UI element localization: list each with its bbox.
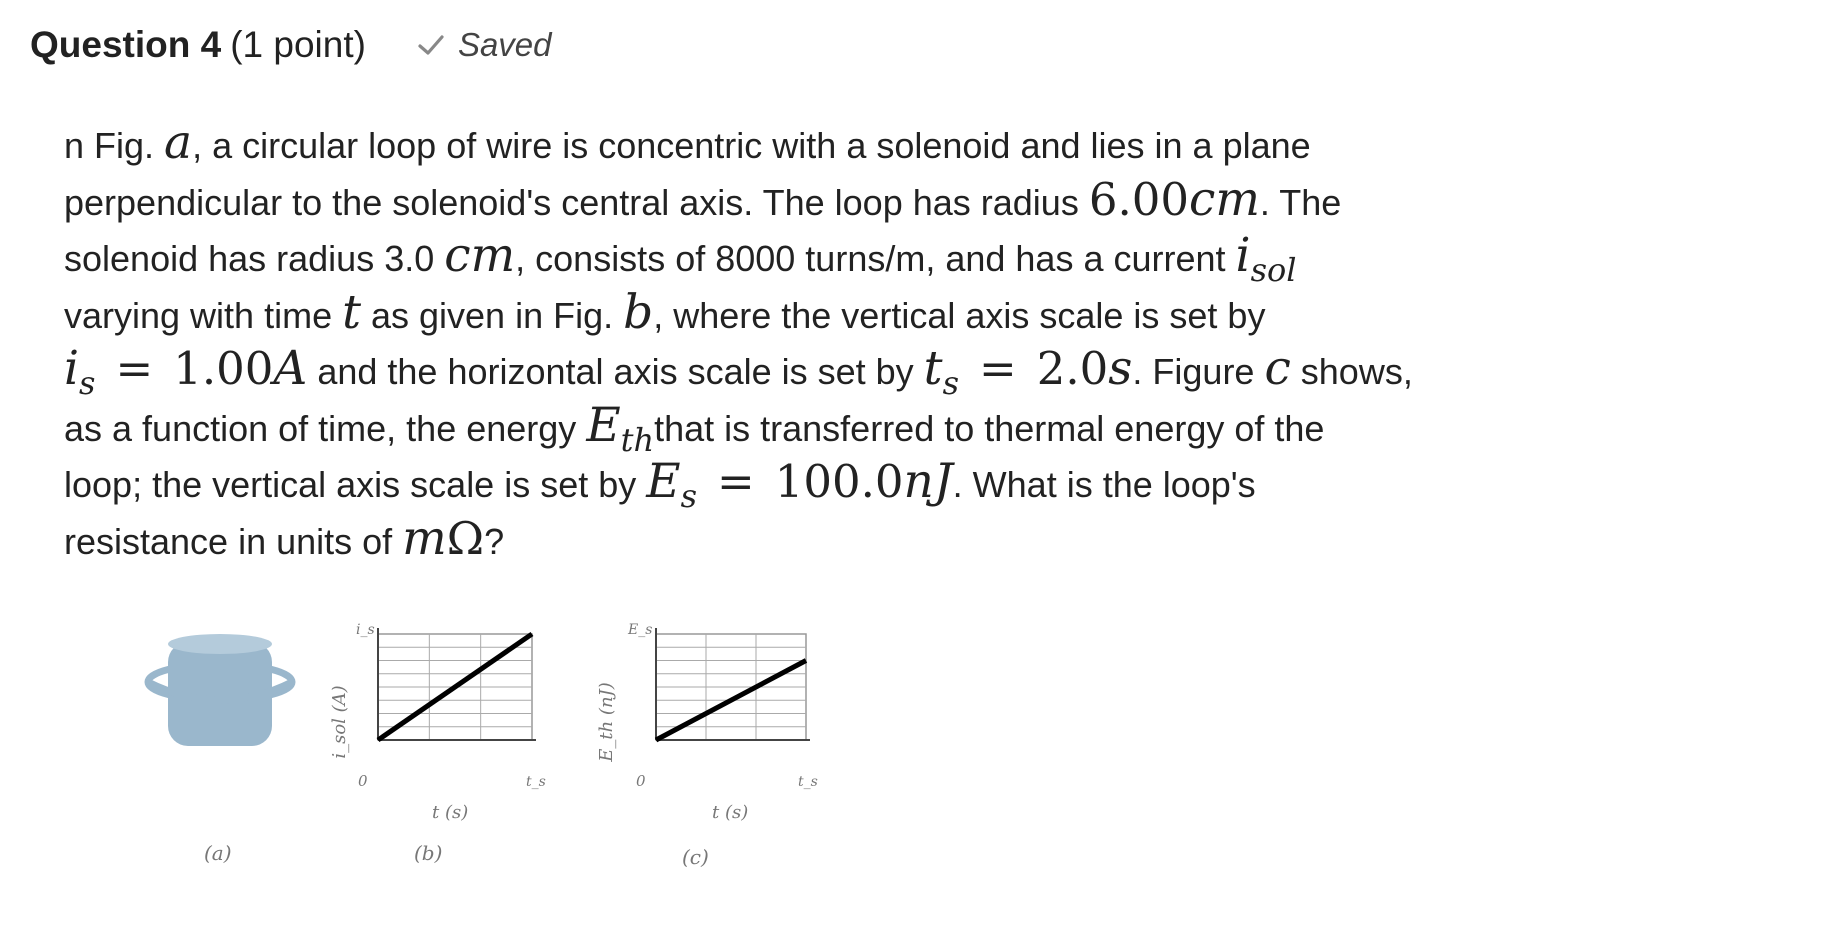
- c-ylabel: E_th (nJ): [596, 682, 617, 762]
- text: n Fig.: [64, 125, 165, 166]
- math-equals: =: [978, 342, 1017, 395]
- c-xend: t_s: [798, 774, 818, 790]
- question-title: Question 4: [30, 24, 222, 65]
- figure-svg: [130, 600, 990, 900]
- math-subscript: s: [79, 364, 96, 402]
- math-unit: m: [402, 510, 447, 566]
- text: solenoid has radius 3.0: [64, 238, 445, 279]
- saved-text: Saved: [457, 26, 552, 63]
- text: loop; the vertical axis scale is set by: [64, 464, 647, 505]
- question-line: [64, 454, 1524, 515]
- question-line: [64, 171, 1524, 232]
- question-line: [64, 228, 1524, 289]
- text: resistance in units of: [64, 520, 403, 562]
- b-xend: t_s: [526, 774, 546, 790]
- math-unit: Ω: [446, 511, 485, 565]
- text: as given in Fig.: [360, 294, 624, 336]
- panel-b-chart: [329, 622, 546, 865]
- text: shows,: [1290, 351, 1413, 392]
- text: ?: [484, 520, 505, 562]
- panel-a-solenoid: [148, 634, 292, 865]
- saved-status: [416, 26, 552, 64]
- text: . What is the loop's: [952, 464, 1256, 505]
- math-var: i: [64, 341, 80, 396]
- math-var: t: [923, 341, 943, 396]
- panel-c-label: (c): [682, 845, 709, 869]
- question-line: [64, 115, 1524, 175]
- text: perpendicular to the solenoid's central axis. The loop has radius: [64, 181, 1089, 223]
- question-line: [64, 284, 1524, 345]
- question-figure: [130, 600, 990, 900]
- math-unit: cm: [444, 228, 516, 283]
- c-grid: [656, 628, 810, 740]
- text: . Figure: [1132, 351, 1265, 392]
- math-subscript: s: [942, 364, 959, 402]
- text: that is transferred to thermal energy of the: [654, 407, 1325, 449]
- math-var: i: [1235, 228, 1251, 283]
- panel-b-label: (b): [414, 841, 443, 865]
- math-equals: =: [717, 455, 755, 508]
- math-var: b: [623, 284, 654, 340]
- question-header: [30, 18, 552, 72]
- math-number: 100.0: [774, 455, 904, 508]
- question-line: [64, 341, 1524, 402]
- math-number: 6.00: [1088, 172, 1190, 226]
- text: varying with time: [64, 294, 343, 336]
- text: and the horizontal axis scale is set by: [307, 351, 924, 392]
- c-xlabel: t (s): [712, 802, 749, 823]
- text: , consists of 8000 turns/m, and has a current: [515, 238, 1236, 279]
- b-ytop: i_s: [356, 622, 375, 638]
- math-number: 2.0: [1036, 342, 1109, 395]
- math-var: a: [164, 115, 193, 170]
- question-body: [64, 115, 1524, 570]
- math-unit: nJ: [903, 454, 953, 509]
- b-ylabel: i_sol (A): [329, 685, 350, 759]
- solenoid-top: [168, 634, 272, 654]
- math-unit: s: [1108, 341, 1133, 396]
- panel-c-chart: [596, 622, 818, 869]
- b-origin: 0: [358, 772, 368, 790]
- text: , where the vertical axis scale is set by: [653, 294, 1266, 336]
- math-var: E: [646, 454, 681, 509]
- math-var: c: [1264, 341, 1291, 396]
- c-origin: 0: [636, 772, 646, 790]
- math-subscript: sol: [1250, 251, 1297, 289]
- check-icon: [416, 30, 446, 60]
- question-points: (1 point): [230, 24, 366, 65]
- panel-a-label: (a): [204, 841, 232, 865]
- math-subscript: th: [620, 420, 655, 459]
- b-xlabel: t (s): [432, 802, 469, 823]
- math-equals: =: [115, 342, 154, 395]
- question-line: [64, 397, 1524, 459]
- math-unit: cm: [1189, 171, 1260, 227]
- question-line: [64, 510, 1524, 571]
- text: , a circular loop of wire is concentric with a solenoid and lies in a plane: [192, 125, 1311, 166]
- math-var: t: [342, 284, 361, 340]
- math-unit: A: [273, 341, 308, 396]
- c-ytop: E_s: [628, 622, 653, 638]
- text: . The: [1259, 181, 1342, 223]
- math-var: E: [586, 397, 621, 453]
- text: as a function of time, the energy: [64, 407, 587, 449]
- math-subscript: s: [680, 477, 697, 515]
- math-number: 1.00: [173, 342, 274, 395]
